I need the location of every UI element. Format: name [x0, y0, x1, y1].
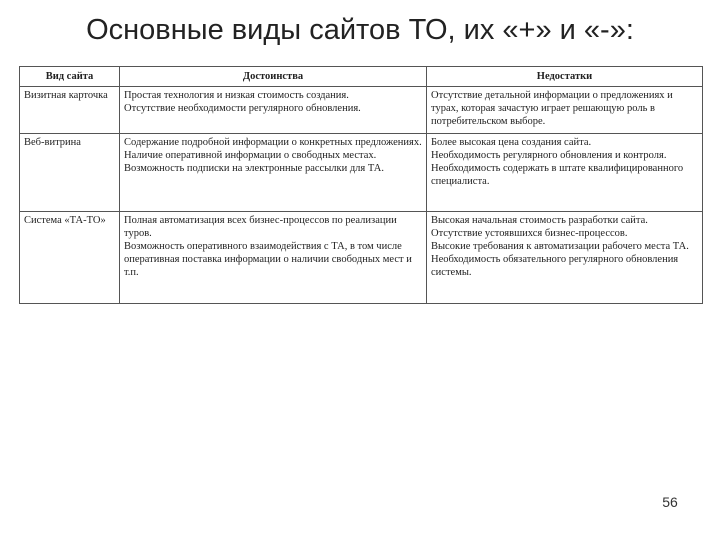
advantage-item: Отсутствие необходимости регулярного обновления. [124, 103, 361, 114]
advantage-item: Простая технология и низкая стоимость создания. [124, 90, 349, 101]
header-disadvantages: Недостатки [427, 67, 703, 87]
cell-site-type: Веб-витрина [20, 134, 120, 212]
header-advantages: Достоинства [120, 67, 427, 87]
sites-comparison-table [19, 66, 703, 304]
page-number: 56 [662, 494, 678, 510]
cell-site-type: Визитная карточка [20, 87, 120, 134]
disadvantage-item: Необходимость обязательного регулярного обновления системы. [431, 254, 679, 278]
table-row [20, 212, 703, 304]
disadvantage-item: Более высокая цена создания сайта. [431, 137, 592, 148]
header-site-type: Вид сайта [20, 67, 120, 87]
cell-site-type: Система «ТА-ТО» [20, 212, 120, 304]
advantage-item: Наличие оперативной информации о свободных местах. [124, 150, 377, 161]
cell-disadvantages [427, 134, 703, 212]
advantage-item: Возможность оперативного взаимодействия с ТА, в том числе оперативная поставка информации о наличии свободных мест и т.п. [124, 241, 412, 278]
table-row [20, 134, 703, 212]
disadvantage-item: Необходимость регулярного обновления и контроля. [431, 150, 667, 161]
table-row [20, 87, 703, 134]
cell-advantages [120, 87, 427, 134]
disadvantage-item: Отсутствие детальной информации о предложениях и турах, которая зачастую играет решающую роль в потребительском выборе. [431, 90, 673, 127]
cell-disadvantages [427, 87, 703, 134]
cell-advantages [120, 212, 427, 304]
cell-advantages [120, 134, 427, 212]
disadvantage-item: Необходимость содержать в штате квалифицированного специалиста. [431, 163, 684, 187]
table-header-row [20, 67, 703, 87]
disadvantage-item: Высокие требования к автоматизации рабочего места ТА. [431, 241, 689, 252]
advantage-item: Возможность подписки на электронные рассылки для ТА. [124, 163, 384, 174]
slide-title: Основные виды сайтов ТО, их «+» и «-»: [86, 14, 634, 46]
disadvantage-item: Высокая начальная стоимость разработки сайта. [431, 215, 648, 226]
advantage-item: Содержание подробной информации о конкретных предложениях. [124, 137, 422, 148]
cell-disadvantages [427, 212, 703, 304]
advantage-item: Полная автоматизация всех бизнес-процессов по реализации туров. [124, 215, 397, 239]
disadvantage-item: Отсутствие устоявшихся бизнес-процессов. [431, 228, 628, 239]
